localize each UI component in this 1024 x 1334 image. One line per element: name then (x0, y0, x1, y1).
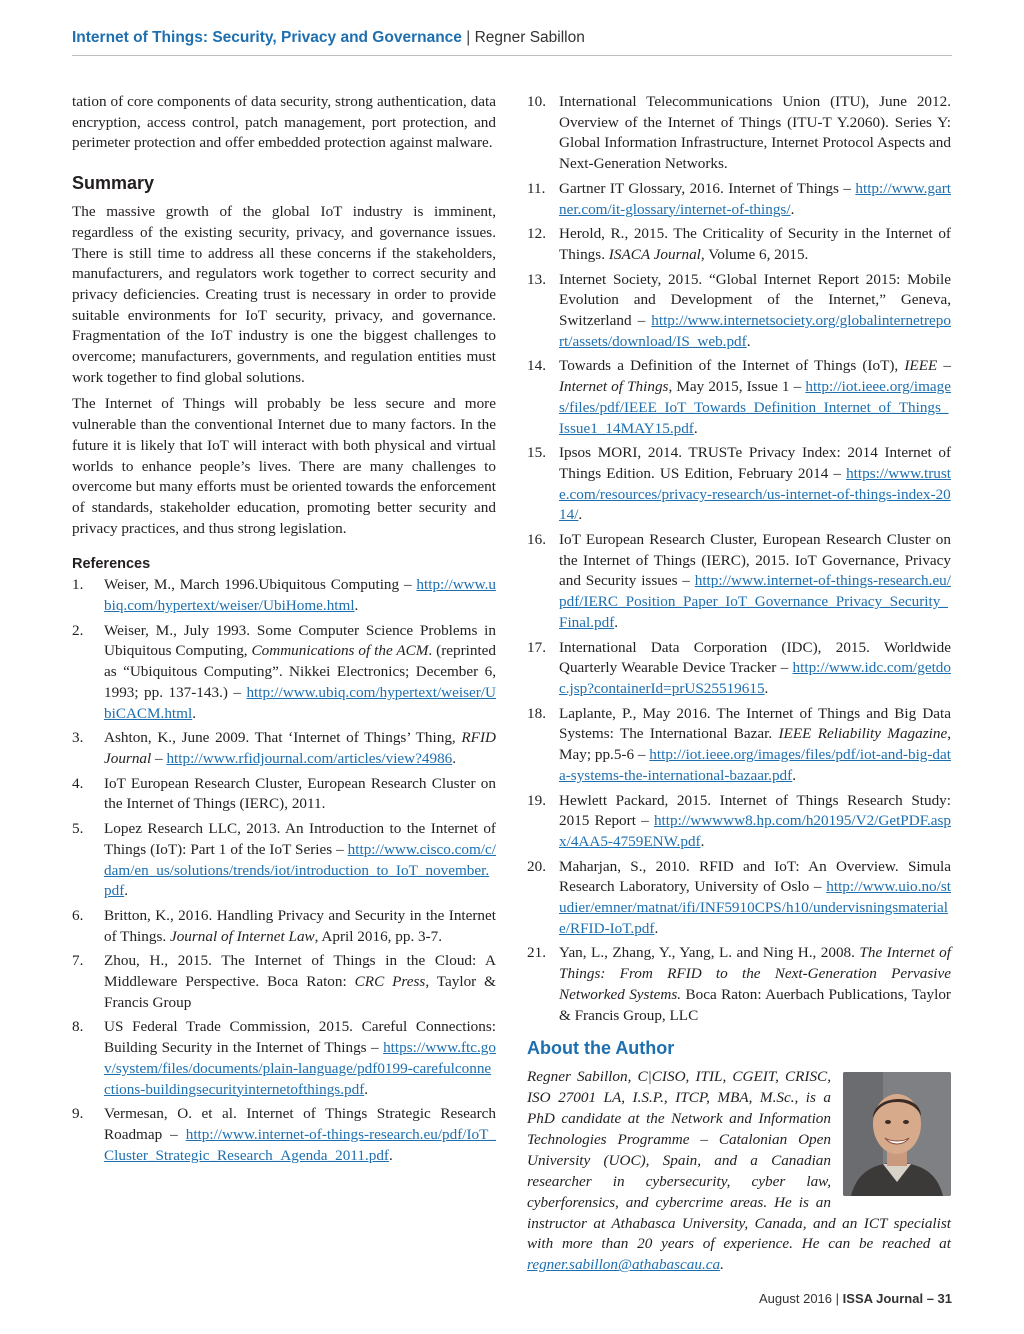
reference-item (527, 270, 951, 353)
reference-number: 4. (72, 774, 84, 792)
reference-item (527, 443, 951, 526)
left-column (72, 92, 496, 1170)
summary-paragraph-1: The massive growth of the global IoT industry is imminent, regardless of the existing security, privacy, and governance issues. There is still time to address all these concerns if the stakeholders, manufacturers, and regulators work together to correct security and privacy deficiencies. Creating trust is necessary in order to provide suitable environments for IoT security, privacy, and governance. Fragmentation of the IoT industry is one the biggest challenges to overcome; manufacturers, governments, and regulation entities must work together to find global solutions. (72, 203, 496, 386)
reference-text-after: , Volume 6, 2015. (700, 245, 809, 263)
reference-end: . (764, 679, 769, 697)
reference-number: 15. (527, 444, 546, 462)
author-portrait-image (843, 1072, 951, 1196)
reference-text: Weiser, M., July 1993. Some Computer Science Problems in Ubiquitous Computing, (104, 621, 496, 660)
reference-link[interactable]: https://www.ftc.gov/system/files/documents/plain-language/pdf0199-carefulconnections-buildingsecurityinternetofthings.pdf (104, 1039, 496, 1098)
reference-number: 12. (527, 225, 546, 243)
reference-number: 7. (72, 952, 84, 970)
reference-text: Zhou, H., 2015. The Internet of Things in the Cloud: A Middleware Perspective. Boca Raton: (104, 952, 496, 991)
reference-link[interactable]: http://iot.ieee.org/images/files/pdf/IEEE_IoT_Towards_Definition_Internet_of_Things_Issue1_14MAY15.pdf (559, 378, 951, 437)
reference-item (72, 906, 496, 947)
right-column (527, 92, 951, 1276)
reference-link[interactable]: http://www.cisco.com/c/dam/en_us/solutions/trends/iot/introduction_to_IoT_november.pdf (104, 840, 496, 900)
reference-link[interactable]: http://www.uio.no/studier/emner/matnat/ifi/INF5910CPS/h10/undervisningsmateriale/RFID-IoT.pdf (559, 878, 951, 937)
page-footer (759, 1290, 952, 1308)
author-email-link[interactable]: regner.sabillon@athabascau.ca (527, 1256, 721, 1274)
reference-text: Britton, K., 2016. Handling Privacy and Security in the Internet of Things. (104, 906, 496, 945)
about-author-heading: About the Author (527, 1038, 675, 1059)
reference-end: . (614, 613, 619, 631)
header-author: Regner Sabillon (474, 29, 585, 46)
reference-item (527, 791, 951, 853)
reference-text: IoT European Research Cluster, European Research Cluster on the Internet of Things (IERC), 2011. (104, 774, 496, 813)
reference-link[interactable]: http://www.gartner.com/it-glossary/internet-of-things/ (559, 179, 951, 218)
reference-link[interactable]: http://wwwww8.hp.com/h20195/V2/GetPDF.aspx/4AA5-4759ENW.pdf (559, 812, 951, 850)
header-separator: | (466, 29, 471, 46)
references-list-left (72, 575, 496, 1166)
author-bio-text: Regner Sabillon, C|CISO, ITIL, CGEIT, CRISC, ISO 27001 LA, I.S.P., ITCP, MBA, M.Sc., is a PhD candidate at the Network and Information Technologies Programme – Catalonian Open University (UOC), Spain, and a Canadian researcher in cybersecurity, cyber law, cyberforensics, and cybercrime areas. He is an instructor at Athabasca University, Canada, and an ICT specialist with more than 20 years of experience. He can be reached at (527, 1068, 951, 1253)
reference-item (527, 92, 951, 175)
reference-link[interactable]: http://www.rfidjournal.com/articles/view?4986 (166, 749, 453, 767)
reference-number: 21. (527, 944, 546, 962)
reference-item (527, 943, 951, 1026)
reference-text: Weiser, M., March 1996.Ubiquitous Computing – (104, 576, 417, 594)
reference-text: International Telecommunications Union (ITU), June 2012. Overview of the Internet of Things (ITU-T Y.2060). Series Y: Global Information Infrastructure, Internet Protocol Aspects and Next-Generation Networks. (559, 93, 951, 173)
reference-item (72, 774, 496, 815)
reference-item (527, 224, 951, 265)
footer-journal: ISSA Journal – 31 (842, 1291, 952, 1306)
reference-number: 20. (527, 857, 546, 875)
reference-text: Herold, R., 2015. The Criticality of Security in the Internet of Things. (559, 225, 951, 263)
footer-separator: | (835, 1291, 840, 1306)
reference-text: Ashton, K., June 2009. That ‘Internet of Things’ Thing, (104, 729, 462, 747)
reference-link[interactable]: http://www.ubiq.com/hypertext/weiser/UbiCACM.html (104, 683, 496, 722)
running-header (72, 26, 952, 50)
reference-item (72, 575, 496, 616)
reference-number: 1. (72, 576, 84, 594)
reference-number: 8. (72, 1018, 84, 1036)
author-bio-end: . (720, 1256, 724, 1274)
header-divider (72, 55, 952, 56)
reference-item (72, 621, 496, 725)
reference-end: . (700, 832, 705, 850)
reference-end: . (192, 704, 196, 722)
intro-paragraph: tation of core components of data security, strong authentication, data encryption, access control, patch management, port protection, and perimeter protection and offer embedded protection against malware. (72, 93, 496, 152)
reference-item (72, 819, 496, 902)
reference-number: 14. (527, 357, 546, 375)
reference-text-after: , May 2015, Issue 1 – (668, 378, 806, 396)
reference-number: 5. (72, 820, 84, 838)
reference-number: 13. (527, 270, 546, 288)
reference-link[interactable]: http://www.internet-of-things-research.eu/pdf/IoT_Cluster_Strategic_Research_Agenda_2011.pdf (104, 1125, 496, 1164)
reference-italic-title: Journal of Internet Law (169, 927, 315, 945)
reference-italic-title: ISACA Journal (608, 245, 701, 263)
reference-text: Internet Society, 2015. “Global Internet Report 2015: Mobile Evolution and Development of the Internet,” Geneva, Switzerland – (559, 270, 951, 330)
reference-item (72, 951, 496, 1013)
reference-number: 11. (527, 179, 546, 197)
reference-text: Ipsos MORI, 2014. TRUSTe Privacy Index: 2014 Internet of Things Edition. US Edition, February 2014 – (559, 444, 951, 482)
reference-number: 16. (527, 531, 546, 549)
reference-item (72, 728, 496, 769)
references-heading: References (72, 556, 151, 573)
reference-number: 2. (72, 621, 84, 639)
reference-text: Lopez Research LLC, 2013. An Introduction to the Internet of Things (IoT): Part 1 of the IoT Series – (104, 820, 496, 858)
reference-text: Gartner IT Glossary, 2016. Internet of Things – (559, 179, 856, 197)
references-list-right (527, 92, 951, 1026)
reference-italic-title: IEEE – Internet of Things (559, 357, 951, 396)
summary-paragraph-2: The Internet of Things will probably be less secure and more vulnerable than the conventional Internet due to many factors. In the future it is likely that IoT will interact with both physical and virtual worlds to enhance people’s lives. There are many challenges to overcome but many efforts must be oriented towards the enforcement of standards, stakeholder education, promoting better security and privacy practices, and thus strong legislation. (72, 395, 496, 537)
reference-end: . (654, 919, 659, 937)
reference-text-after: , Taylor & Francis Group (104, 973, 496, 1011)
author-photo (843, 1072, 951, 1196)
reference-link[interactable]: http://www.ubiq.com/hypertext/weiser/UbiHome.html (104, 576, 496, 615)
reference-number: 9. (72, 1105, 84, 1123)
reference-text-after: Boca Raton: Auerbach Publications, Taylor & Francis Group, LLC (559, 985, 951, 1024)
reference-text: Laplante, P., May 2016. The Internet of Things and Big Data Systems: The International Bazar. (559, 704, 951, 743)
reference-text: US Federal Trade Commission, 2015. Careful Connections: Building Security in the Internet of Things – (104, 1018, 496, 1057)
reference-text-after: – (151, 749, 167, 767)
reference-text-after: , April 2016, pp. 3-7. (314, 927, 443, 945)
reference-text: Yan, L., Zhang, Y., Yang, L. and Ning H., 2008. (559, 944, 860, 962)
reference-end: . (746, 332, 751, 350)
reference-end: . (792, 766, 796, 784)
reference-item (527, 179, 951, 220)
reference-italic-title: Communications of the ACM (251, 642, 429, 660)
reference-link[interactable]: http://iot.ieee.org/images/files/pdf/iot-and-big-data-systems-the-international-bazaar.pdf (559, 746, 951, 784)
reference-text: Hewlett Packard, 2015. Internet of Things Research Study: 2015 Report – (559, 791, 951, 830)
author-block (527, 1067, 951, 1276)
reference-italic-title: The Internet of Things: From RFID to the Next-Generation Pervasive Networked Systems. (559, 944, 951, 1003)
reference-link[interactable]: http://www.idc.com/getdoc.jsp?containerId=prUS25519615 (559, 659, 951, 697)
reference-item (527, 530, 951, 634)
reference-number: 18. (527, 704, 546, 722)
header-title: Internet of Things: Security, Privacy and Governance (72, 29, 462, 46)
reference-italic-title: RFID Journal (104, 729, 496, 767)
reference-link[interactable]: http://www.internetsociety.org/globalinternetreport/assets/download/IS_web.pdf (559, 312, 951, 350)
reference-text-after: . (reprinted as “Ubiquitous Computing”. Nikkei Electronics; December 6, 1993; pp. 137-143.) – (104, 642, 497, 701)
reference-text: International Data Corporation (IDC), 2015. Worldwide Quarterly Wearable Device Tracker – (559, 638, 951, 677)
reference-text-after: , May; pp.5-6 – (559, 725, 951, 764)
reference-italic-title: IEEE Reliability Magazine (778, 725, 948, 743)
reference-end: . (578, 506, 583, 524)
reference-item (527, 356, 951, 439)
reference-link[interactable]: http://www.internet-of-things-research.eu/pdf/IERC_Position_Paper_IoT_Governance_Privacy_Security_Final.pdf (559, 572, 951, 631)
reference-end: . (354, 597, 359, 615)
reference-number: 6. (72, 906, 84, 924)
reference-number: 17. (527, 638, 546, 656)
reference-text: Maharjan, S., 2010. RFID and IoT: An Overview. Simula Research Laboratory, University of Oslo – (559, 857, 951, 896)
reference-number: 19. (527, 791, 546, 809)
reference-text: Towards a Definition of the Internet of Things (IoT), (559, 357, 905, 375)
reference-text: Vermesan, O. et al. Internet of Things Strategic Research Roadmap – (104, 1105, 496, 1143)
reference-link[interactable]: https://www.truste.com/resources/privacy-research/us-internet-of-things-index-2014/ (559, 464, 951, 524)
footer-date: August 2016 (759, 1291, 833, 1306)
reference-end: . (364, 1080, 369, 1098)
reference-item (72, 1104, 496, 1166)
reference-item (72, 1017, 496, 1100)
reference-item (527, 857, 951, 940)
reference-end: . (124, 882, 129, 900)
reference-item (527, 638, 951, 700)
reference-end: . (693, 419, 698, 437)
reference-italic-title: CRC Press (354, 973, 426, 991)
reference-end: . (452, 749, 457, 767)
reference-number: 10. (527, 93, 546, 110)
summary-heading: Summary (72, 173, 155, 194)
reference-end: . (790, 200, 795, 218)
reference-text: IoT European Research Cluster, European Research Cluster on the Internet of Things (IERC), 2015. IoT Governance, Privacy and Security issues – (559, 531, 951, 590)
reference-end: . (388, 1146, 393, 1164)
reference-number: 3. (72, 729, 84, 747)
reference-item (527, 704, 951, 787)
